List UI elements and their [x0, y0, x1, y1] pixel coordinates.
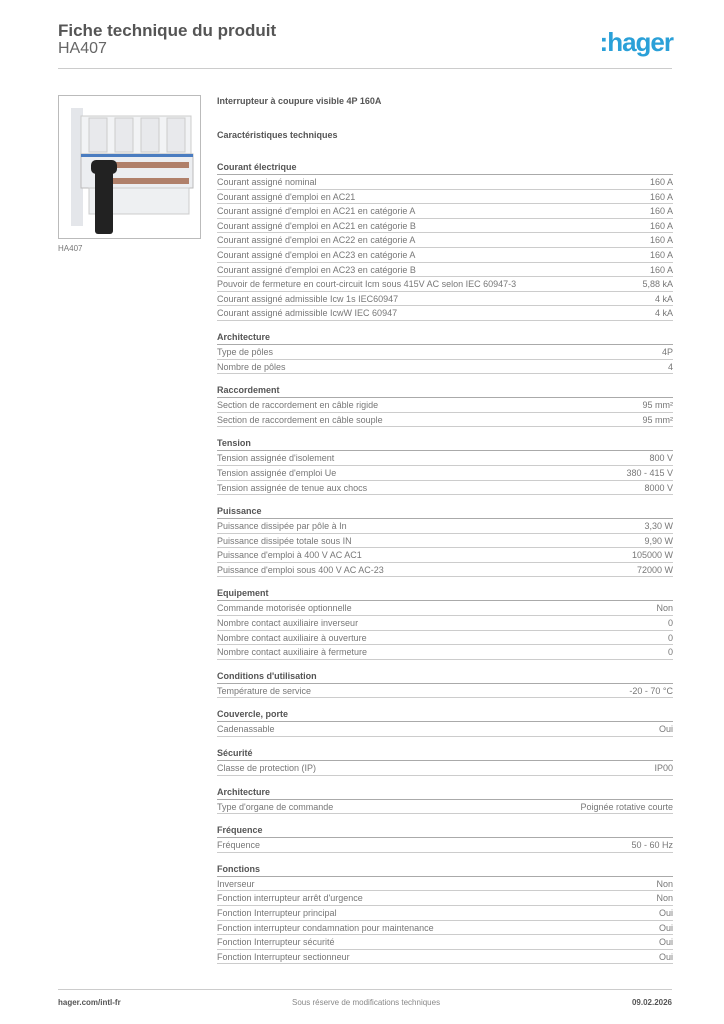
spec-row	[217, 800, 673, 815]
spec-value: Oui	[658, 908, 673, 918]
spec-row	[217, 631, 673, 646]
spec-row	[217, 306, 673, 321]
footer-divider	[58, 989, 672, 990]
spec-label: Nombre contact auxiliaire inverseur	[217, 618, 359, 629]
spec-row	[217, 204, 673, 219]
spec-value: 0	[667, 647, 673, 658]
footer-url[interactable]: hager.com/intl-fr	[58, 998, 121, 1007]
spec-value: 9,90 W	[644, 535, 673, 546]
section-title: Fréquence	[217, 823, 673, 838]
spec-label: Courant assigné d'emploi en AC22 en catégorie A	[217, 235, 416, 246]
spec-section	[217, 504, 673, 577]
image-caption: HA407	[58, 244, 83, 253]
section-title: Fonctions	[217, 862, 673, 877]
spec-value: 3,30 W	[644, 521, 673, 532]
spec-row	[217, 877, 673, 892]
spec-label: Fonction Interrupteur principal	[217, 908, 337, 918]
spec-label: Tension assignée d'isolement	[217, 453, 335, 464]
spec-label: Fonction Interrupteur sécurité	[217, 937, 335, 948]
page-title: Fiche technique du produit	[58, 21, 277, 40]
spec-row	[217, 233, 673, 248]
spec-row	[217, 838, 673, 853]
spec-row	[217, 413, 673, 428]
footer-date: 09.02.2026	[631, 998, 672, 1007]
spec-row	[217, 398, 673, 413]
spec-value: 160 A	[649, 249, 673, 260]
spec-row	[217, 601, 673, 616]
spec-value: 5,88 kA	[642, 279, 673, 290]
spec-section	[217, 823, 673, 853]
spec-label: Nombre contact auxiliaire à fermeture	[217, 647, 368, 658]
characteristics-title: Caractéristiques techniques	[217, 130, 338, 140]
spec-row	[217, 345, 673, 360]
spec-section	[217, 746, 673, 776]
spec-value: 0	[667, 632, 673, 643]
spec-label: Nombre de pôles	[217, 361, 286, 372]
spec-row	[217, 360, 673, 375]
spec-label: Tension assignée de tenue aux chocs	[217, 482, 368, 493]
spec-label: Cadenassable	[217, 724, 275, 735]
spec-label: Commande motorisée optionnelle	[217, 603, 352, 614]
spec-label: Courant assigné d'emploi en AC21 en catégorie A	[217, 206, 416, 217]
footer-note: Sous réserve de modifications techniques	[292, 998, 441, 1007]
spec-section	[217, 160, 673, 321]
spec-section	[217, 586, 673, 659]
spec-label: Inverseur	[217, 878, 255, 889]
spec-row	[217, 292, 673, 307]
spec-value: 160 A	[649, 264, 673, 275]
spec-value: Non	[656, 603, 673, 614]
spec-value: 72000 W	[636, 564, 673, 575]
spec-value: Non	[656, 878, 673, 889]
spec-row	[217, 684, 673, 699]
spec-label: Courant assigné admissible Icw 1s IEC60947	[217, 293, 399, 304]
spec-row	[217, 466, 673, 481]
spec-label: Puissance dissipée totale sous IN	[217, 535, 352, 546]
spec-value: IP00	[654, 763, 673, 774]
product-code: HA407	[58, 40, 107, 57]
spec-row	[217, 921, 673, 936]
spec-value: Oui	[658, 922, 673, 933]
spec-section	[217, 862, 673, 965]
spec-row	[217, 761, 673, 776]
spec-row	[217, 175, 673, 190]
spec-value: 105000 W	[631, 550, 673, 561]
spec-value: 160 A	[649, 177, 673, 187]
spec-content	[217, 96, 673, 973]
spec-row	[217, 190, 673, 205]
spec-row	[217, 563, 673, 578]
spec-value: 160 A	[649, 191, 673, 202]
spec-row	[217, 548, 673, 563]
spec-row	[217, 481, 673, 496]
spec-row	[217, 263, 673, 278]
spec-row	[217, 722, 673, 737]
header-divider	[58, 68, 672, 69]
spec-value: 160 A	[649, 235, 673, 246]
spec-value: 8000 V	[644, 482, 673, 493]
section-title: Equipement	[217, 586, 673, 601]
spec-row	[217, 219, 673, 234]
spec-section	[217, 785, 673, 815]
spec-value: 95 mm²	[642, 414, 673, 425]
spec-label: Type de pôles	[217, 346, 274, 357]
spec-section	[217, 330, 673, 374]
spec-value: 160 A	[649, 206, 673, 217]
spec-label: Courant assigné d'emploi en AC21 en catégorie B	[217, 220, 416, 231]
spec-label: Fonction interrupteur arrêt d'urgence	[217, 893, 363, 904]
spec-label: Puissance dissipée par pôle à In	[217, 521, 347, 532]
spec-section	[217, 707, 673, 737]
spec-row	[217, 519, 673, 534]
spec-label: Courant assigné d'emploi en AC23 en catégorie A	[217, 249, 416, 260]
spec-value: Poignée rotative courte	[580, 801, 673, 812]
spec-label: Courant assigné nominal	[217, 177, 317, 187]
spec-row	[217, 950, 673, 965]
spec-label: Pouvoir de fermeture en court-circuit Icm sous 415V AC selon IEC 60947-3	[217, 279, 517, 290]
spec-label: Tension assignée d'emploi Ue	[217, 467, 337, 478]
spec-value: -20 - 70 °C	[629, 685, 673, 696]
spec-row	[217, 935, 673, 950]
spec-value: Non	[656, 893, 673, 904]
spec-row	[217, 906, 673, 921]
spec-row	[217, 451, 673, 466]
section-title: Sécurité	[217, 746, 673, 761]
spec-row	[217, 534, 673, 549]
spec-value: Oui	[658, 724, 673, 735]
spec-value: 0	[667, 618, 673, 629]
spec-value: 160 A	[649, 220, 673, 231]
section-title: Couvercle, porte	[217, 707, 673, 722]
spec-label: Fonction Interrupteur sectionneur	[217, 951, 350, 962]
spec-value: 50 - 60 Hz	[631, 840, 673, 851]
spec-label: Courant assigné d'emploi en AC23 en catégorie B	[217, 264, 416, 275]
spec-section	[217, 669, 673, 699]
spec-section	[217, 436, 673, 495]
section-title: Tension	[217, 436, 673, 451]
section-title: Courant électrique	[217, 160, 673, 175]
spec-row	[217, 891, 673, 906]
spec-label: Section de raccordement en câble rigide	[217, 400, 379, 411]
spec-label: Nombre contact auxiliaire à ouverture	[217, 632, 367, 643]
spec-label: Puissance d'emploi sous 400 V AC AC-23	[217, 564, 384, 575]
hager-logo: :hager	[599, 27, 673, 57]
spec-value: Oui	[658, 937, 673, 948]
spec-value: 800 V	[649, 453, 673, 464]
spec-label: Courant assigné admissible IcwW IEC 60947	[217, 308, 398, 319]
spec-value: 4 kA	[654, 293, 673, 304]
spec-label: Puissance d'emploi à 400 V AC AC1	[217, 550, 362, 561]
section-title: Puissance	[217, 504, 673, 519]
spec-value: Oui	[658, 951, 673, 962]
spec-value: 4	[667, 361, 673, 372]
spec-section	[217, 383, 673, 427]
product-image	[58, 95, 201, 239]
spec-value: 4 kA	[654, 308, 673, 319]
section-title: Architecture	[217, 330, 673, 345]
spec-label: Fréquence	[217, 840, 261, 851]
section-title: Raccordement	[217, 383, 673, 398]
spec-label: Courant assigné d'emploi en AC21	[217, 191, 356, 202]
spec-label: Fonction interrupteur condamnation pour maintenance	[217, 922, 434, 933]
product-name: Interrupteur à coupure visible 4P 160A	[217, 96, 382, 106]
spec-label: Température de service	[217, 685, 312, 696]
spec-value: 95 mm²	[642, 400, 673, 411]
spec-row	[217, 277, 673, 292]
spec-row	[217, 645, 673, 660]
spec-value: 380 - 415 V	[626, 467, 673, 478]
section-title: Architecture	[217, 785, 673, 800]
spec-row	[217, 248, 673, 263]
spec-label: Classe de protection (IP)	[217, 763, 317, 774]
spec-label: Type d'organe de commande	[217, 801, 334, 812]
spec-value: 4P	[661, 346, 673, 357]
spec-label: Section de raccordement en câble souple	[217, 414, 383, 425]
spec-row	[217, 616, 673, 631]
section-title: Conditions d'utilisation	[217, 669, 673, 684]
